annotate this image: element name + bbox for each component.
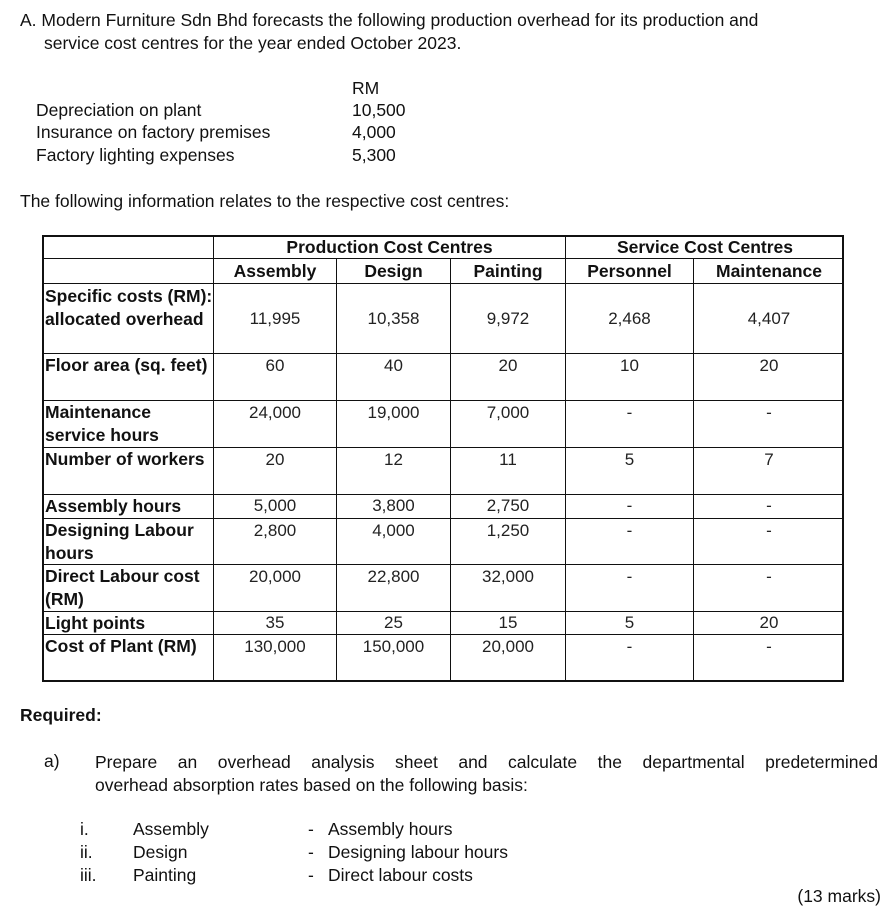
table-cell: 35	[265, 613, 285, 632]
question-intro-line1	[20, 10, 758, 31]
row-label: Specific costs (RM): allocated overhead	[45, 286, 213, 329]
table-cell: 3,800	[372, 496, 415, 515]
table-cell: 11	[499, 450, 517, 469]
table-cell: 4,000	[372, 521, 415, 540]
table-cell: 5,000	[253, 496, 297, 515]
overhead-item-label: Depreciation on plant	[36, 100, 202, 120]
basis-description: Direct labour costs	[328, 865, 473, 885]
overhead-item-label: Insurance on factory premises	[36, 122, 271, 142]
row-label: Light points	[45, 613, 146, 633]
row-label: Cost of Plant (RM)	[45, 636, 197, 656]
table-cell: 15	[498, 613, 518, 632]
required-heading: Required:	[20, 705, 102, 725]
table-cell: 7,000	[486, 403, 530, 422]
question-intro-text: Modern Furniture Sdn Bhd forecasts the following production overhead for its production and	[41, 10, 759, 30]
table-cell: 20	[759, 356, 779, 375]
table-cell: -	[626, 567, 633, 586]
basis-dash: -	[308, 865, 314, 885]
table-cell: -	[626, 637, 633, 656]
overhead-currency-header: RM	[352, 78, 380, 98]
basis-department: Painting	[133, 865, 197, 885]
table-cell: 20,000	[249, 567, 301, 586]
question-intro-line2: service cost centres for the year ended October 2023.	[44, 33, 462, 53]
row-label: Assembly hours	[45, 496, 182, 516]
marks-label: (13 marks)	[797, 886, 881, 906]
column-header-design: Design	[364, 261, 423, 281]
table-cell: -	[626, 521, 633, 540]
table-cell: 20	[759, 613, 779, 632]
basis-description: Assembly hours	[328, 819, 453, 839]
table-cell: 11,995	[249, 309, 301, 328]
table-cell: 20	[498, 356, 518, 375]
table-cell: 40	[384, 356, 403, 375]
table-divider	[44, 283, 842, 284]
row-label: Maintenance service hours	[45, 402, 159, 445]
basis-numeral: iii.	[80, 865, 97, 885]
table-cell: 24,000	[249, 403, 301, 422]
table-cell: 2,468	[608, 309, 651, 328]
table-cell: -	[766, 637, 772, 656]
table-divider	[44, 258, 842, 259]
overhead-item-value: 10,500	[352, 100, 406, 120]
question-label: A.	[20, 10, 37, 30]
table-cell: 10,358	[367, 309, 420, 328]
table-cell: 32,000	[482, 567, 534, 586]
table-cell: 12	[384, 450, 403, 469]
production-cost-centres-header: Production Cost Centres	[286, 237, 493, 257]
part-a-text-line1: Prepare an overhead analysis sheet and calculate the departmental predetermined	[95, 752, 878, 772]
table-cell: -	[766, 496, 772, 515]
table-cell: 2,750	[486, 496, 530, 515]
table-cell: -	[766, 567, 772, 586]
table-cell: -	[626, 496, 633, 515]
table-cell: 130,000	[244, 637, 306, 656]
table-cell: 4,407	[747, 309, 791, 328]
table-cell: 5	[624, 450, 635, 469]
part-a-letter: a)	[44, 751, 60, 771]
table-cell: 20	[265, 450, 285, 469]
column-header-maintenance: Maintenance	[716, 261, 822, 281]
overhead-item-label: Factory lighting expenses	[36, 145, 235, 165]
table-cell: 22,800	[367, 567, 420, 586]
row-label: Number of workers	[45, 449, 205, 469]
column-header-painting: Painting	[473, 261, 543, 281]
overhead-item-value: 5,300	[352, 145, 396, 165]
table-cell: 25	[384, 613, 403, 632]
basis-description: Designing labour hours	[328, 842, 508, 862]
basis-department: Assembly	[133, 819, 209, 839]
table-cell: 9,972	[486, 309, 530, 328]
table-cell: 20,000	[482, 637, 534, 656]
table-cell: 7	[764, 450, 774, 469]
basis-numeral: ii.	[80, 842, 93, 862]
table-cell: 10	[620, 356, 639, 375]
table-intro: The following information relates to the respective cost centres:	[20, 191, 510, 211]
table-cell: 1,250	[486, 521, 530, 540]
basis-dash: -	[308, 819, 314, 839]
table-cell: -	[626, 403, 633, 422]
column-header-personnel: Personnel	[587, 261, 672, 281]
table-cell: -	[766, 403, 772, 422]
table-cell: 60	[265, 356, 285, 375]
column-header-assembly: Assembly	[233, 261, 317, 281]
table-cell: 150,000	[362, 637, 425, 656]
cost-centres-table	[42, 235, 844, 682]
table-cell: 5	[624, 613, 635, 632]
row-label: Designing Labour hours	[45, 520, 194, 563]
basis-numeral: i.	[80, 819, 89, 839]
row-label: Direct Labour cost (RM)	[45, 566, 200, 609]
service-cost-centres-header: Service Cost Centres	[616, 237, 794, 257]
basis-dash: -	[308, 842, 314, 862]
row-label: Floor area (sq. feet)	[45, 355, 208, 375]
part-a-text-line2: overhead absorption rates based on the following basis:	[95, 775, 528, 795]
table-cell: 19,000	[367, 403, 420, 422]
table-cell: -	[766, 521, 772, 540]
table-cell: 2,800	[253, 521, 297, 540]
basis-department: Design	[133, 842, 188, 862]
overhead-item-value: 4,000	[352, 122, 396, 142]
